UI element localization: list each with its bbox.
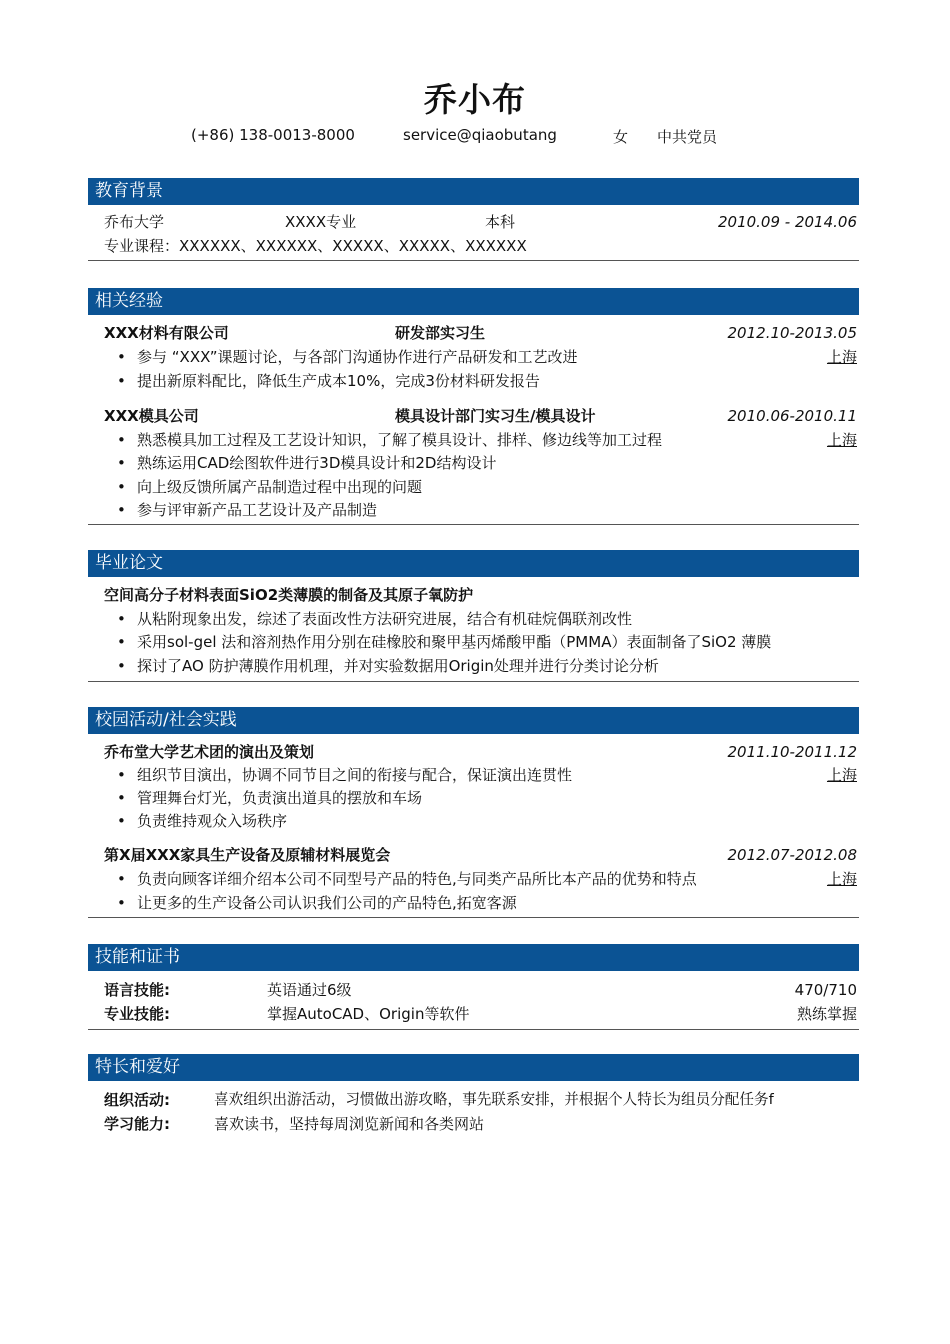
section-header-hobbies: 特长和爱好 xyxy=(88,1054,859,1081)
list-item xyxy=(117,430,662,450)
list-item-text: 管理舞台灯光，负责演出道具的摆放和车场 xyxy=(137,789,423,807)
job-location: 上海 xyxy=(826,348,857,366)
list-item-text: 参与 “XXX”课题讨论，与各部门沟通协作进行产品研发和工艺改进 xyxy=(137,348,578,366)
activity-location: 上海 xyxy=(826,870,857,888)
list-item-text: 让更多的生产设备公司认识我们公司的产品特色,拓宽客源 xyxy=(137,894,517,912)
list-item xyxy=(117,371,540,391)
list-item-text: 采用sol-gel 法和溶剂热作用分别在硅橡胶和聚甲基丙烯酸甲酯（PMMA）表面制备了SiO2 薄膜 xyxy=(137,633,772,651)
job-role: 研发部实习生 xyxy=(395,324,486,342)
gender: 女 xyxy=(613,128,629,146)
section-header-thesis: 毕业论文 xyxy=(88,550,859,577)
company-name: XXX材料有限公司 xyxy=(104,324,229,342)
skill-label: 语言技能: xyxy=(104,981,170,999)
hobby-label: 组织活动: xyxy=(104,1091,170,1109)
skill-note: 熟练掌握 xyxy=(796,1005,857,1023)
list-item-text: 提出新原料配比，降低生产成本10%，完成3份材料研发报告 xyxy=(137,372,540,390)
skill-label: 专业技能: xyxy=(104,1005,170,1023)
bullet-dot: • xyxy=(117,870,126,888)
list-item xyxy=(117,869,697,889)
list-item-text: 熟练运用CAD绘图软件进行3D模具设计和2D结构设计 xyxy=(137,454,497,472)
list-item-text: 负责维持观众入场秩序 xyxy=(137,812,288,830)
activity-dates: 2012.07-2012.08 xyxy=(727,846,857,864)
courses: 专业课程：XXXXXX、XXXXXX、XXXXX、XXXXX、XXXXXX xyxy=(104,237,527,255)
email: service@qiaobutang xyxy=(403,126,557,144)
bullet-dot: • xyxy=(117,372,126,390)
hobby-label: 学习能力: xyxy=(104,1115,170,1133)
skill-value: 英语通过6级 xyxy=(267,981,352,999)
section-header-activities: 校园活动/社会实践 xyxy=(88,707,859,734)
bullet-dot: • xyxy=(117,348,126,366)
bullet-dot: • xyxy=(117,766,126,784)
section-header-experience: 相关经验 xyxy=(88,288,859,315)
thesis-topic: 空间高分子材料表面SiO2类薄膜的制备及其原子氧防护 xyxy=(104,586,474,604)
education-dates: 2010.09 - 2014.06 xyxy=(717,213,857,231)
job-dates: 2012.10-2013.05 xyxy=(727,324,857,342)
list-item xyxy=(117,811,287,831)
job-location: 上海 xyxy=(826,431,857,449)
list-item xyxy=(117,765,572,785)
bullet-dot: • xyxy=(117,812,126,830)
list-item-text: 从粘附现象出发，综述了表面改性方法研究进展，结合有机硅烷偶联剂改性 xyxy=(137,610,633,628)
section-divider xyxy=(88,917,859,918)
bullet-dot: • xyxy=(117,633,126,651)
bullet-dot: • xyxy=(117,478,126,496)
major: XXXX专业 xyxy=(285,213,357,231)
bullet-dot: • xyxy=(117,501,126,519)
bullet-dot: • xyxy=(117,610,126,628)
list-item-text: 向上级反馈所属产品制造过程中出现的问题 xyxy=(137,478,423,496)
list-item xyxy=(117,347,578,367)
activity-name: 第X届XXX家具生产设备及原辅材料展览会 xyxy=(104,846,391,864)
list-item xyxy=(117,500,377,520)
list-item xyxy=(117,477,422,497)
hobby-value: 喜欢读书，坚持每周浏览新闻和各类网站 xyxy=(214,1115,485,1133)
bullet-dot: • xyxy=(117,789,126,807)
company-name: XXX模具公司 xyxy=(104,407,199,425)
hobby-value: 喜欢组织出游活动，习惯做出游攻略，事先联系安排，并根据个人特长为组员分配任务f xyxy=(214,1091,774,1108)
list-item-text: 负责向顾客详细介绍本公司不同型号产品的特色,与同类产品所比本产品的优势和特点 xyxy=(137,870,697,888)
section-divider xyxy=(88,681,859,682)
list-item-text: 参与评审新产品工艺设计及产品制造 xyxy=(137,501,378,519)
bullet-dot: • xyxy=(117,454,126,472)
list-item-text: 探讨了AO 防护薄膜作用机理，并对实验数据用Origin处理并进行分类讨论分析 xyxy=(137,657,659,675)
skill-note: 470/710 xyxy=(794,981,857,999)
section-divider xyxy=(88,260,859,261)
section-header-education: 教育背景 xyxy=(88,178,859,205)
resume-name: 乔小布 xyxy=(424,80,526,119)
activity-name: 乔布堂大学艺术团的演出及策划 xyxy=(104,743,315,761)
section-divider xyxy=(88,524,859,525)
degree: 本科 xyxy=(485,213,516,231)
political-status: 中共党员 xyxy=(657,128,718,146)
list-item-text: 熟悉模具加工过程及工艺设计知识，了解了模具设计、排样、修边线等加工过程 xyxy=(137,431,663,449)
bullet-dot: • xyxy=(117,431,126,449)
section-divider xyxy=(88,1029,859,1030)
section-header-skills: 技能和证书 xyxy=(88,944,859,971)
bullet-dot: • xyxy=(117,894,126,912)
list-item xyxy=(117,656,659,676)
list-item xyxy=(117,632,771,652)
list-item-text: 组织节目演出，协调不同节目之间的衔接与配合，保证演出连贯性 xyxy=(137,766,573,784)
list-item xyxy=(117,788,422,808)
list-item xyxy=(117,609,632,629)
list-item xyxy=(117,893,517,913)
school-name: 乔布大学 xyxy=(104,213,165,231)
list-item xyxy=(117,453,496,473)
phone: (+86) 138-0013-8000 xyxy=(191,126,355,144)
job-dates: 2010.06-2010.11 xyxy=(727,407,857,425)
job-role: 模具设计部门实习生/模具设计 xyxy=(395,407,596,425)
skill-value: 掌握AutoCAD、Origin等软件 xyxy=(267,1005,470,1023)
bullet-dot: • xyxy=(117,657,126,675)
activity-dates: 2011.10-2011.12 xyxy=(727,743,857,761)
activity-location: 上海 xyxy=(826,766,857,784)
